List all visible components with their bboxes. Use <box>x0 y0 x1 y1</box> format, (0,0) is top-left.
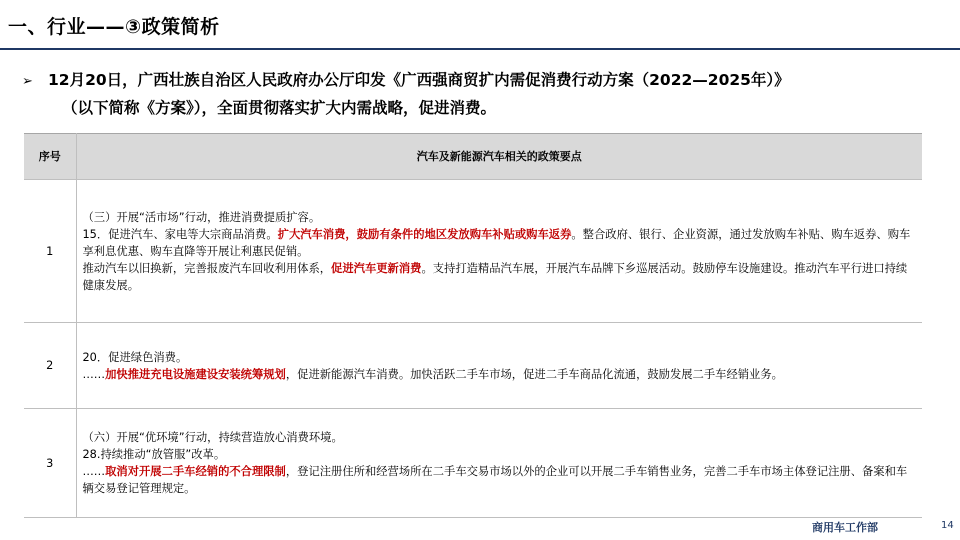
table-row <box>24 323 922 409</box>
content-text: 。整合政府、银行、企业资源，通过发放购车补贴、购车返券、购车享利息优惠、购车直降等开展让利惠民促销。 <box>82 227 911 258</box>
row-number: 2 <box>24 323 76 409</box>
header-no: 序号 <box>24 134 76 180</box>
intro-line-2: （以下简称《方案》），全面贯彻落实扩大内需战略，促进消费。 <box>62 99 497 117</box>
title-divider <box>0 48 960 50</box>
content-text: …… <box>82 465 106 478</box>
page-number: 14 <box>941 520 954 531</box>
content-text: 15．促进汽车、家电等大宗商品消费。 <box>82 227 278 241</box>
content-text: 。支持打造精品汽车展，开展汽车品牌下乡巡展活动。鼓励停车设施建设。推动汽车平行进口持续健康发展。 <box>82 261 908 292</box>
content-line: 20．促进绿色消费。 <box>82 350 188 364</box>
intro-line-1: 12月20日，广西壮族自治区人民政府办公厅印发《广西强商贸扩内需促消费行动方案（2022—2025年）》 <box>48 71 790 89</box>
highlight-text: 促进汽车更新消费 <box>331 261 422 275</box>
content-text: ，登记注册住所和经营场所在二手车交易市场以外的企业可以开展二手车销售业务，完善二手车市场主体登记注册、备案和车辆交易登记管理规定。 <box>82 465 908 495</box>
row-content <box>76 409 922 518</box>
content-line: （三）开展“活市场”行动，推进消费提质扩容。 <box>82 210 321 224</box>
content-line <box>83 226 917 260</box>
highlight-text: 取消对开展二手车经销的不合理限制 <box>105 465 286 478</box>
content-line: （六）开展“优环境”行动，持续营造放心消费环境。 <box>82 431 343 444</box>
row-number: 1 <box>24 180 76 323</box>
page-title: 一、行业——③政策简析 <box>8 16 220 38</box>
row-content <box>76 180 922 323</box>
content-line <box>83 463 917 497</box>
footer-brand: 商用车工作部 <box>812 521 878 534</box>
content-text: 推动汽车以旧换新，完善报废汽车回收利用体系， <box>82 261 332 275</box>
content-line <box>83 366 917 383</box>
highlight-text: 扩大汽车消费，鼓励有条件的地区发放购车补贴或购车返券 <box>277 227 572 241</box>
content-line <box>83 260 917 294</box>
table-row <box>24 409 922 518</box>
header-content: 汽车及新能源汽车相关的政策要点 <box>76 134 922 180</box>
intro-paragraph <box>22 67 932 121</box>
highlight-text: 加快推进充电设施建设安装统筹规划 <box>105 367 286 381</box>
arrow-bullet-icon: ➢ <box>22 74 33 89</box>
content-text: …… <box>82 367 106 381</box>
policy-table <box>24 133 922 518</box>
table-row <box>24 180 922 323</box>
row-number: 3 <box>24 409 76 518</box>
table-header-row <box>24 134 922 180</box>
row-content <box>76 323 922 409</box>
content-text: ，促进新能源汽车消费。加快活跃二手车市场，促进二手车商品化流通，鼓励发展二手车经销业务。 <box>285 367 783 381</box>
content-line: 28.持续推动“放管服”改革。 <box>82 448 226 461</box>
